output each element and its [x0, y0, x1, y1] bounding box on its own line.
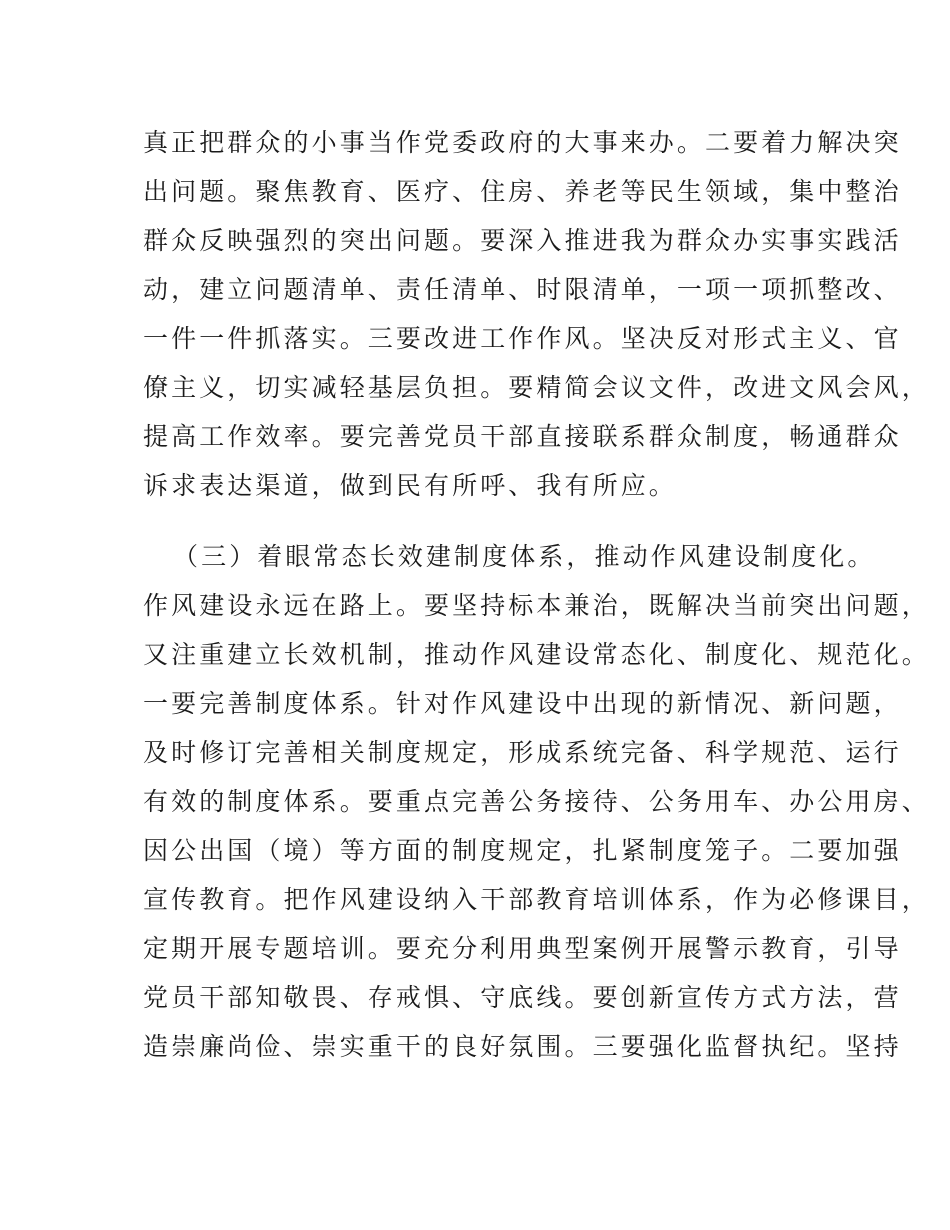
text-line: 动，建立问题清单、责任清单、时限清单，一项一项抓整改、	[143, 275, 902, 304]
text-line: 因公出国（境）等方面的制度规定，扎紧制度笼子。二要加强	[143, 836, 902, 865]
text-line: 宣传教育。把作风建设纳入干部教育培训体系，作为必修课目，	[143, 885, 930, 914]
section-heading: （三）着眼常态长效建制度体系，推动作风建设制度化。	[173, 542, 876, 571]
text-line: 出问题。聚焦教育、医疗、住房、养老等民生领域，集中整治	[143, 177, 902, 206]
text-line: 又注重建立长效机制，推动作风建设常态化、制度化、规范化。	[143, 640, 930, 669]
text-line: 诉求表达渠道，做到民有所呼、我有所应。	[143, 471, 677, 500]
text-line: 真正把群众的小事当作党委政府的大事来办。二要着力解决突	[143, 128, 902, 157]
text-line: 提高工作效率。要完善党员干部直接联系群众制度，畅通群众	[143, 422, 902, 451]
text-line: 群众反映强烈的突出问题。要深入推进我为群众办实事实践活	[143, 226, 902, 255]
text-line: 作风建设永远在路上。要坚持标本兼治，既解决当前突出问题，	[143, 591, 930, 620]
text-line: 僚主义，切实减轻基层负担。要精简会议文件，改进文风会风，	[143, 373, 930, 402]
text-line: 及时修订完善相关制度规定，形成系统完备、科学规范、运行	[143, 738, 902, 767]
text-line: 定期开展专题培训。要充分利用典型案例开展警示教育，引导	[143, 934, 902, 963]
text-line: 造崇廉尚俭、崇实重干的良好氛围。三要强化监督执纪。坚持	[143, 1032, 902, 1061]
text-line: 一件一件抓落实。三要改进工作作风。坚决反对形式主义、官	[143, 324, 902, 353]
text-line: 有效的制度体系。要重点完善公务接待、公务用车、办公用房、	[143, 787, 930, 816]
text-line: 一要完善制度体系。针对作风建设中出现的新情况、新问题，	[143, 689, 902, 718]
text-line: 党员干部知敬畏、存戒惧、守底线。要创新宣传方式方法，营	[143, 983, 902, 1012]
